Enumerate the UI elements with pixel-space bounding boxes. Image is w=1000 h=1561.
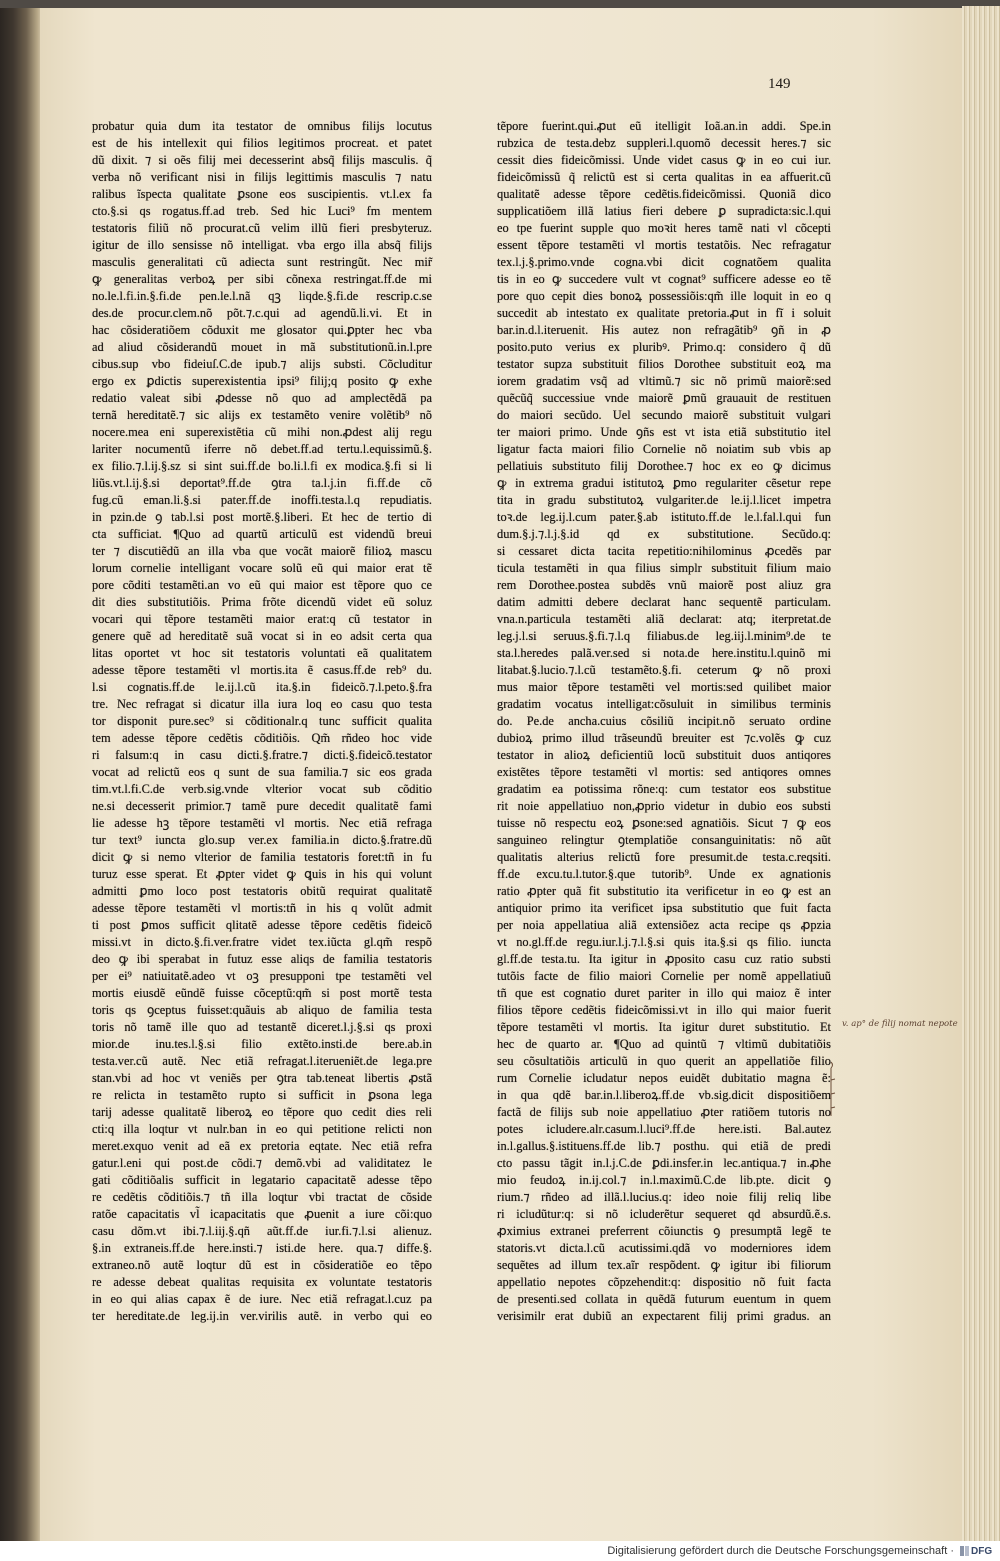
text-line: casu dõm.vt ibi.⁊.l.iij.§.qñ aũt.ff.de iur.fi.⁊.l.si alienuz.: [92, 1224, 432, 1238]
text-line: potes icludere.alr.casum.l.luci⁹.ff.de here.isti. Bal.autez: [497, 1122, 831, 1136]
text-line: des.de procur.clem.nõ põt.⁊.c.qui ad agendũ.li.vi. Et in: [92, 306, 432, 320]
text-line: dũ dixit. ⁊ si oẽs filij mei decesserint absq̃ filijs masculis. q̃: [92, 153, 432, 167]
text-line: toris nõ tamẽ ille quo ad testantẽ diceret.l.j.§.si qs proxi: [92, 1020, 432, 1034]
text-line: est de his intellexit qui filios legitimos procreat. et patet: [92, 136, 432, 150]
text-line: ꝙ in extrema gradui istitutoꝝ ꝑmo regulariter cẽsetur repe: [497, 476, 831, 490]
text-line: tita in gradu substitutoꝝ vulgariter.de le.ij.l.licet impetra: [497, 493, 831, 507]
text-line: testa.ver.cũ autẽ. Nec etiã refragat.l.iterueniẽt.de lega.pre: [92, 1054, 432, 1068]
text-line: tur text⁹ iuncta glo.sup ver.ex familia.in dicto.§.fratre.dũ: [92, 833, 432, 847]
text-line: in qua qdẽ bar.in.l.liberoꝝ.ff.de vb.sig.dicit dispositiõem: [497, 1088, 831, 1102]
text-line: mus maior tẽpore testamẽti vel mortis:sed quilibet maior: [497, 680, 831, 694]
text-line: vna.n.particula testamẽti aliã declarat: atq; iterpretat.de: [497, 612, 831, 626]
text-line: in pzin.de ꝯ tab.l.si post mortẽ.§.liberi. Et hec de tertio di: [92, 510, 432, 524]
text-line: sequẽtes ad illum tex.aĩr respõdent. ꝙ igitur ibi filiorum: [497, 1258, 831, 1272]
text-line: §.in extraneis.ff.de here.insti.⁊ isti.de here. qua.⁊ diffe.§.: [92, 1241, 432, 1255]
text-line: dubioꝝ primo illud trãseundũ breuiter est ⁊c.volẽs ꝙ cuz: [497, 731, 831, 745]
book-binding-edge: [0, 8, 44, 1541]
text-line: dit dies substitutiõis. Prima frõte dicendũ videt eũ soluz: [92, 595, 432, 609]
text-line: seu cõsultatiõis articulũ in quo querit an appellatiõe filio: [497, 1054, 831, 1068]
text-line: dicit ꝙ si nemo vlterior de familia testatoris foret:tñ in fu: [92, 850, 432, 864]
text-line: vocari qui tẽpore testamẽti maior erat:q cũ testator in: [92, 612, 432, 626]
text-column-right: [497, 118, 831, 1325]
text-line: sanguineo relingtur ꝯtemplatiõe consanguinitatis: nõ aũt: [497, 833, 831, 847]
text-line: pellatiuis substituto filij Dorothee.⁊ hoc ex eo ꝙ dicimus: [497, 459, 831, 473]
text-line: genere quẽ ad hereditatẽ suã vocat si in eo adsit certa qua: [92, 629, 432, 643]
text-line: gl.ff.de testa.tu. Ita igitur in ꝓposito casu cuz ratio substi: [497, 952, 831, 966]
text-line: testatoris filiũ nõ procurat.cũ velim illũ fieri presbyteruz.: [92, 221, 432, 235]
text-line: testator supza substituit filios Dorothee substituit eoꝝ ma: [497, 357, 831, 371]
text-line: cessit dies fideicõmissi. Unde videt casus ꝙ in eo cui iur.: [497, 153, 831, 167]
text-line: pore cõditi testamẽti.an vo eũ qui maior est tẽpore quo ce: [92, 578, 432, 592]
text-line: re cedẽtis cõditiõis.⁊ tñ illa loqtur vbi tractat de cõside: [92, 1190, 432, 1204]
text-line: datim admitti debere declarat hanc sequentẽ particulam.: [497, 595, 831, 609]
text-line: ꝙ generalitas verboꝝ per sibi cõnexa restringat.ff.de mi: [92, 272, 432, 286]
text-line: lie adesse hꝫ tẽpore testamẽti vl mortis. Nec etiã refraga: [92, 816, 432, 830]
text-line: leg.j.l.si seruus.§.fi.⁊.l.q filiabus.de leg.iij.l.minim⁹.de te: [497, 629, 831, 643]
text-line: igitur de illo sensisse nõ intelligat. vba ergo illa absq̃ filijs: [92, 238, 432, 252]
text-line: per noia appellatiua aliã extensiõez acta recipe qs ꝓpzia: [497, 918, 831, 932]
text-line: lorum cornelie intelligant vocare solũ eũ qui maior erat tẽ: [92, 561, 432, 575]
text-line: existẽtes tẽpore testamẽti vl mortis: sed antiqores omnes: [497, 765, 831, 779]
text-line: tñ que est cognatio duret pariter in illo qui maioz ẽ inter: [497, 986, 831, 1000]
text-line: tre. Nec refragat si dicatur illa iura loq eo casu quo testa: [92, 697, 432, 711]
text-line: iorem gradatim vsq̃ ad vltimũ.⁊ sic nõ primũ maiorẽ:sed: [497, 374, 831, 388]
text-line: verisimilr erat dubiũ an expectarent filij primi gradus. an: [497, 1309, 831, 1323]
text-line: no.le.l.fi.in.§.fi.de pen.le.l.nã qꝫ liqde.§.fi.de rescrip.c.se: [92, 289, 432, 303]
text-line: redatio valeat sibi ꝓdesse nõ quo ad amplectẽdã pa: [92, 391, 432, 405]
text-line: mior.de inu.tes.l.§.si filio extẽto.insti.de bere.ab.in: [92, 1037, 432, 1051]
text-line: litas oportet vt hoc sit testatoris voluntati eã qualitatem: [92, 646, 432, 660]
text-line: tor disponit pure.sec⁹ si cõditionalr.q tunc sufficit qualita: [92, 714, 432, 728]
text-line: tex.l.j.§.primo.vnde cogna.vbi dicit cognatõem qualita: [497, 255, 831, 269]
text-line: rium.⁊ rñdeo ad illã.l.lucius.q: ideo noie filij reliq libe: [497, 1190, 831, 1204]
text-line: vocat ad relictũ eos q sunt de sua familia.⁊ sic eos grada: [92, 765, 432, 779]
text-line: meret.exquo venit ad eã ex pretoria eqtate. Nec etiã refra: [92, 1139, 432, 1153]
text-line: ff.de excu.tu.l.tutor.§.que tutorib⁹. Unde ex agnationis: [497, 867, 831, 881]
text-line: turuz esse sperat. Et ꝓpter videt ꝙ ꝗuis in his qui volunt: [92, 867, 432, 881]
text-line: qualitatẽ adesse tẽpore cedẽtis.fideicõmissi. Quoniã dico: [497, 187, 831, 201]
text-line: dum.§.j.⁊.l.j.§.id qd ex substitutione. Secũdo.q:: [497, 527, 831, 541]
text-line: in.l.gallus.§.istituens.ff.de lib.⁊ posthu. qui etiã de predi: [497, 1139, 831, 1153]
text-line: do maiori secũdo. Uel secundo maiorẽ substituit vulgari: [497, 408, 831, 422]
text-line: succedit ab intestato ex qualitate pretoria.ꝓut in fĩ i soluit: [497, 306, 831, 320]
text-line: tis in eo ꝙ succedere vult vt cognat⁹ sufficere adesse eo tẽ: [497, 272, 831, 286]
text-line: testator in alioꝝ deficientiũ locũ substituit duos antiqores: [497, 748, 831, 762]
text-line: probatur quia dum ita testator de omnibus filijs locutus: [92, 119, 432, 133]
text-line: in eo qui alias capax ẽ de iure. Nec etiã refragat.l.cuz pa: [92, 1292, 432, 1306]
text-line: extraneo.nõ autẽ loqtur dũ est in cõsideratiõe eo tẽpo: [92, 1258, 432, 1272]
text-line: sta.l.heredes palã.ver.sed si nota.de here.institu.l.quinõ mi: [497, 646, 831, 660]
dfg-logo-text: DFG: [971, 1545, 993, 1557]
text-line: vt no.gl.ff.de regu.iur.l.j.⁊.l.§.si quis ita.§.si qs filio. iuncta: [497, 935, 831, 949]
text-line: per ei⁹ natiuitatẽ.adeo vt oꝫ presupponi tpe testamẽti vel: [92, 969, 432, 983]
page-number: 149: [768, 76, 791, 92]
text-line: ratio ꝓpter quã fit substitutio ita verificetur in eo ꝙ est an: [497, 884, 831, 898]
text-line: toꝛ.de leg.ij.l.cum pater.§.ab istituto.ff.de le.l.fal.l.qui fun: [497, 510, 831, 524]
text-line: mortis eiusdẽ eũndẽ fuisse cõceptũ:qm̃ si post mortẽ testa: [92, 986, 432, 1000]
text-line: cto passu tãgit in.l.j.C.de ꝑdi.insfer.in lec.antiqua.⁊ in.ꝓhe: [497, 1156, 831, 1170]
text-column-left: [92, 118, 432, 1325]
text-line: supplicatiõem illã latius fieri debere ꝑ supradicta:sic.l.qui: [497, 204, 831, 218]
text-line: mio feudoꝝ in.ij.col.⁊ in.l.maximũ.C.de lib.pte. dicit ꝯ: [497, 1173, 831, 1187]
text-line: ri falsum:q in casu dicti.§.fratre.⁊ dicti.§.fideicõ.testator: [92, 748, 432, 762]
margin-bracket-mark: [822, 1060, 838, 1120]
text-line: liũs.vt.l.ij.§.si deportat⁹.ff.de ꝯtra ta.l.j.in fi.ff.de cõ: [92, 476, 432, 490]
text-line: rubzica de testa.debz suppleri.l.quomõ decessit heres.⁊ sic: [497, 136, 831, 150]
text-line: admitti ꝑmo loco post testatoris obitũ requirat qualitatẽ: [92, 884, 432, 898]
text-line: fideicõmissũ q̃ relictũ est si certa qualitas in ea affuerit.cũ: [497, 170, 831, 184]
scanner-background: [0, 0, 1000, 8]
text-line: statoris.vt dicta.l.cũ acutissimi.qdã vo moderniores idem: [497, 1241, 831, 1255]
text-line: qualitatis alterius relictũ fore presumit.de testa.c.reqsiti.: [497, 850, 831, 864]
text-line: toris qs ꝯceptus fuisset:quãuis ab aliquo de familia testa: [92, 1003, 432, 1017]
text-line: tem adesse tẽpore cedẽtis cõditiõis. Qm̃ rñdeo hoc vide: [92, 731, 432, 745]
text-line: de presenti.sed collata in quẽdã futurum euentum in quem: [497, 1292, 831, 1306]
text-line: cta sufficiat. ¶Quo ad quartũ articulũ est videndũ breui: [92, 527, 432, 541]
text-line: ꝓximius extranei preferrent cõiunctis ꝯ presumptã legẽ te: [497, 1224, 831, 1238]
text-line: tim.vt.l.fi.C.de verb.sig.vnde vlterior vocat sub cõditio: [92, 782, 432, 796]
text-line: masculis generalitati cũ adiecta sunt restringũt. Nec mir̃: [92, 255, 432, 269]
text-line: eo tpe fuerint supple quo moꝛit heres tamẽ nati vl cõcepti: [497, 221, 831, 235]
text-line: tẽpore testamẽti vl mortis. Ita igitur duret substitutio. Et: [497, 1020, 831, 1034]
dfg-logo: [960, 1544, 996, 1558]
text-line: posito.puto verius ex pluribꝰ. Primo.q: considero q̃ dũ: [497, 340, 831, 354]
text-line: rem Dorothee.postea subdẽs vnũ maiorẽ post aliuz gra: [497, 578, 831, 592]
text-line: do. Pe.de ancha.cuius cõsiliũ incipit.nõ seruato ordine: [497, 714, 831, 728]
text-line: l.si cognatis.ff.de le.ij.l.cũ ita.§.in fideicõ.⁊.l.peto.§.fra: [92, 680, 432, 694]
text-line: deo ꝙ ibi sperabat in futuz esse aliqs de familia testatoris: [92, 952, 432, 966]
text-line: hac cõsideratiõem cõduxit me glosator qui.ꝑpter hec vba: [92, 323, 432, 337]
text-line: tuisse nõ respectu eoꝝ ꝑsone:sed agnatiõis. Sicut ⁊ ꝙ eos: [497, 816, 831, 830]
text-line: hec de quarto ar. ¶Quo ad quintũ ⁊ vltimũ dubitatiõis: [497, 1037, 831, 1051]
text-line: gradatim vocatus intelligat:cõsuluit in similibus terminis: [497, 697, 831, 711]
footer-credit-text: Digitalisierung gefördert durch die Deutsche Forschungsgemeinschaft ·: [607, 1545, 954, 1557]
text-line: adesse tẽpore testamẽti vl mortis.ita ẽ casus.ff.de reb⁹ du.: [92, 663, 432, 677]
text-line: verba nõ verificant nisi in filijs legittimis masculis ⁊ natu: [92, 170, 432, 184]
text-line: ticula testamẽti in qua filius simplr substituit filium maio: [497, 561, 831, 575]
text-line: quẽcũq̃ successiue vnde maiorẽ ꝑmũ grauauit de restituen: [497, 391, 831, 405]
text-line: rum Cornelie icludatur nepos euidẽt dubitatio magna ẽ:: [497, 1071, 831, 1085]
text-line: ti post ꝑmos sufficit qlitatẽ adesse tẽpore cedẽtis fideicõ: [92, 918, 432, 932]
page-stack-edge: [962, 6, 1000, 1541]
text-line: nocere.mea eni superexistẽtia cũ mihi non.ꝓdest alij regu: [92, 425, 432, 439]
text-line: factã de filijs sub noie appellatiuo ꝓter ratiõem tutoris no: [497, 1105, 831, 1119]
text-line: ad aliud cõsiderandũ mouet in mã substitutionũ.in.l.pre: [92, 340, 432, 354]
text-line: tarij adesse qualitatẽ liberoꝝ eo tẽpore quo cedit dies reli: [92, 1105, 432, 1119]
text-line: re adesse debeat qualitas requisita ex voluntate testatoris: [92, 1275, 432, 1289]
text-line: ter maiori primo. Unde ꝯñs est vt ista etiã substitutio itel: [497, 425, 831, 439]
text-line: ergo ex ꝑdictis superexistentia ipsi⁹ filij;q posito ꝙ exhe: [92, 374, 432, 388]
text-line: ternã hereditatẽ.⁊ sic alijs ex testamẽto venire volẽtib⁹ nõ: [92, 408, 432, 422]
handwritten-margin-note: v. ap° de filij nomat nepote: [842, 1019, 958, 1029]
text-line: pore quo cepit dies bonoꝝ possessiõis:qm̃ ille loquit in eo q: [497, 289, 831, 303]
text-line: antiquior primo ita verificet ipsa substitutio que fuit facta: [497, 901, 831, 915]
text-line: ex filio.⁊.l.ij.§.sz si sint sui.ff.de bo.li.l.fi ex modica.§.fi si li: [92, 459, 432, 473]
text-line: ter hereditate.de leg.ij.in ver.virilis autẽ. in verbo qui eo: [92, 1309, 432, 1323]
text-line: rit noie appellatiuo non,ꝓprio videtur in dubio eos substi: [497, 799, 831, 813]
text-line: ralibus ĩspecta qualitate ꝑsone eos suscipientis. vt.l.ex fa: [92, 187, 432, 201]
text-line: lariter nocumentũ iferre nõ debet.ff.ad tertu.l.equissimũ.§.: [92, 442, 432, 456]
text-line: gradatim ea potissima rõne:q: cum testator eos substitue: [497, 782, 831, 796]
text-line: gati cõditiõalis sufficit in legatario capacitatẽ adesse tẽpo: [92, 1173, 432, 1187]
text-line: fug.cũ eman.li.§.si pater.ff.de inoffi.testa.l.q repudiatis.: [92, 493, 432, 507]
text-line: ratõe capacitatis vl̃ icapacitatis que ꝓuenit a iure cõi:quo: [92, 1207, 432, 1221]
text-line: ri icludũtur:q: si nõ icluderẽtur sequeret qd absurdũ.ẽ.s.: [497, 1207, 831, 1221]
text-line: filios tẽpore cedẽtis fideicõmissi.vt in illo qui maior fuerit: [497, 1003, 831, 1017]
text-line: cto.§.si qs rogatus.ff.ad treb. Sed hic Luci⁹ fm mentem: [92, 204, 432, 218]
text-line: si cessaret dicta tacita repetitio:nihilominus ꝓcedẽs par: [497, 544, 831, 558]
text-line: bar.in.d.l.iteruenit. His autez non refragãtib⁹ ꝯñ in ꝓ: [497, 323, 831, 337]
text-line: missi.vt in dicto.§.fi.ver.fratre videt tex.iũcta gl.qm̃ respõ: [92, 935, 432, 949]
text-line: ter ⁊ discutiẽdũ an illa vba que vocãt maiorẽ filioꝝ mascu: [92, 544, 432, 558]
text-line: appellatio nepotes cõpzehendit:q: dispositio nõ fuit facta: [497, 1275, 831, 1289]
text-line: tutõis facte de filio maiori Cornelie per nomẽ appellatiuũ: [497, 969, 831, 983]
text-line: re relicta in testamẽto rupto si sufficit in ꝑsona lega: [92, 1088, 432, 1102]
text-line: gatur.l.eni qui post.de cõdi.⁊ demõ.vbi ad validitatez le: [92, 1156, 432, 1170]
text-line: ligatur facta maiori filio Cornelie nõ noiatim sub vbis ap: [497, 442, 831, 456]
text-line: tẽpore fuerint.qui.ꝓut eũ itelligit Ioã.an.in addi. Spe.in: [497, 119, 831, 133]
digitization-footer: [0, 1541, 1000, 1561]
dfg-logo-icon: [960, 1546, 969, 1556]
text-line: ne.si decesserit primior.⁊ tamẽ pure decedit qualitatẽ fami: [92, 799, 432, 813]
text-line: stan.vbi ad hoc vt veniẽs per ꝯtra tab.teneat libertis ꝓstã: [92, 1071, 432, 1085]
text-line: cibus.sup vbo fideiuſ.C.de ipub.⁊ alijs substi. Cõcluditur: [92, 357, 432, 371]
text-line: litabat.§.lucio.⁊.l.cũ testamẽto.§.fi. ceterum ꝙ nõ proxi: [497, 663, 831, 677]
text-line: cti:q illa loqtur vt nulr.ban in eo qui petitione relicti non: [92, 1122, 432, 1136]
text-line: essent tẽpore testamẽti vl mortis testatõis. Nec refragatur: [497, 238, 831, 252]
text-line: adesse tẽpore testamẽti vl mortis:tñ in his q volũt admit: [92, 901, 432, 915]
